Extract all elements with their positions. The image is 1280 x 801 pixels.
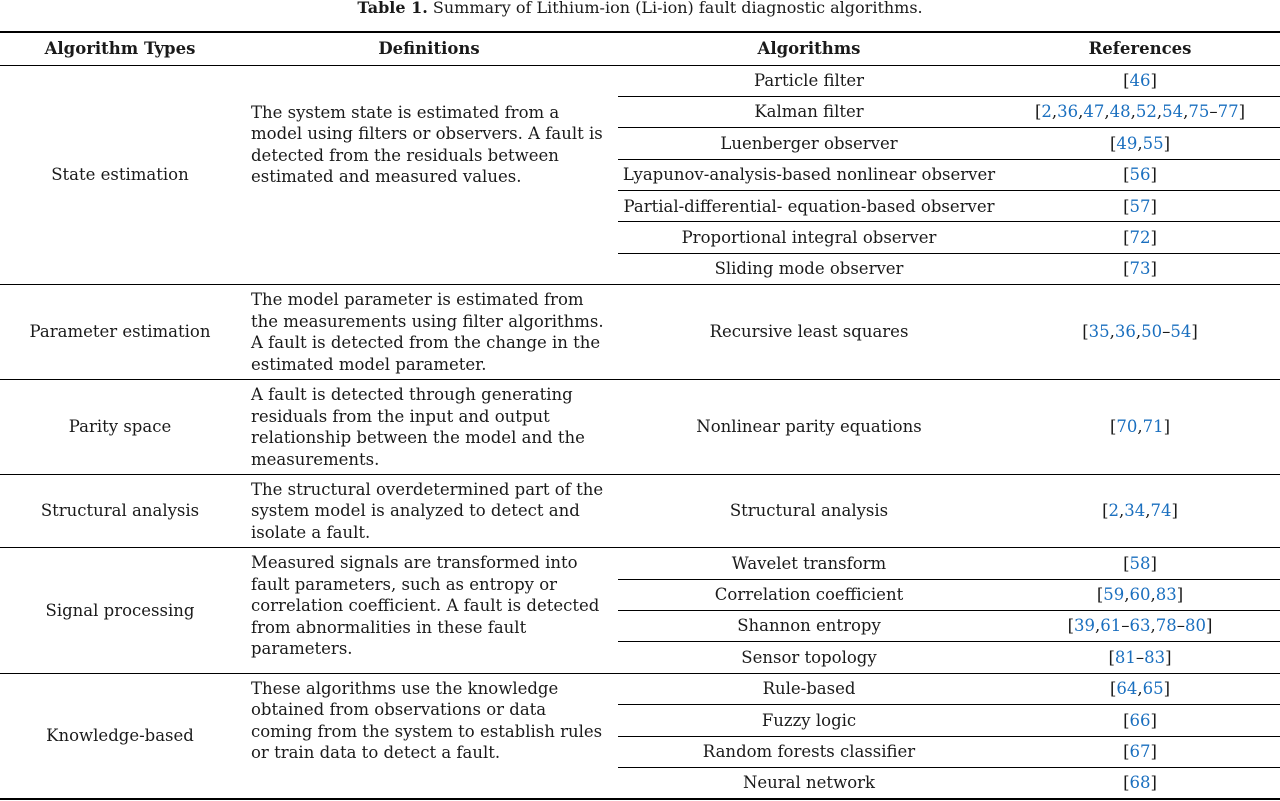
reference-separator: , — [1124, 585, 1130, 605]
reference-link[interactable]: 72 — [1129, 227, 1151, 247]
algorithm-cell: Sensor topology — [618, 642, 1000, 673]
header-algorithms: Algorithms — [618, 32, 1000, 65]
algorithm-cell: Shannon entropy — [618, 611, 1000, 642]
reference-link[interactable]: 56 — [1129, 165, 1151, 185]
reference-separator: , — [1119, 501, 1125, 521]
references-cell: [46] — [1000, 65, 1280, 96]
definition-cell: These algorithms use the knowledge obtained from observations or data coming from the system to establish rules or train data to detect a fault. — [240, 673, 618, 799]
reference-link[interactable]: 54 — [1170, 322, 1192, 342]
reference-link[interactable]: 68 — [1129, 773, 1151, 793]
reference-separator: , — [1137, 133, 1143, 153]
reference-separator: , — [1156, 102, 1163, 122]
reference-link[interactable]: 35 — [1088, 322, 1110, 342]
algorithms-table — [0, 31, 1280, 800]
reference-link[interactable]: 46 — [1129, 70, 1151, 90]
reference-link[interactable]: 67 — [1129, 742, 1151, 762]
algorithm-type-cell: State estimation — [0, 65, 240, 285]
references-cell: [64,65] — [1000, 673, 1280, 704]
references-cell: [49,55] — [1000, 128, 1280, 159]
references-cell: [56] — [1000, 159, 1280, 190]
references-cell: [66] — [1000, 705, 1280, 736]
algorithm-cell: Particle filter — [618, 65, 1000, 96]
table-row — [0, 673, 1280, 704]
reference-link[interactable]: 80 — [1185, 616, 1206, 636]
reference-link[interactable]: 78 — [1155, 616, 1177, 636]
algorithm-cell: Recursive least squares — [618, 285, 1000, 380]
table-caption — [0, 0, 1280, 18]
reference-separator: – — [1162, 322, 1171, 342]
reference-link[interactable]: 57 — [1129, 196, 1151, 216]
reference-link[interactable]: 59 — [1103, 585, 1125, 605]
reference-separator: , — [1130, 102, 1136, 122]
header-algorithm-types: Algorithm Types — [0, 32, 240, 65]
reference-link[interactable]: 58 — [1129, 553, 1151, 573]
reference-separator: , — [1150, 585, 1156, 605]
reference-separator: , — [1078, 102, 1084, 122]
references-cell: [2,34,74] — [1000, 475, 1280, 548]
definition-cell: The structural overdetermined part of the system model is analyzed to detect and isolate a fault. — [240, 475, 618, 548]
definition-cell: The model parameter is estimated from the measurements using filter algorithms. A fault is detected from the change in the estimated model parameter. — [240, 285, 618, 380]
references-cell: [72] — [1000, 222, 1280, 253]
algorithm-type-cell: Parity space — [0, 380, 240, 475]
reference-link[interactable]: 2 — [1041, 102, 1052, 122]
reference-link[interactable]: 74 — [1150, 501, 1172, 521]
algorithm-cell: Luenberger observer — [618, 128, 1000, 159]
reference-link[interactable]: 65 — [1142, 679, 1164, 699]
reference-link[interactable]: 83 — [1144, 647, 1166, 667]
table-row — [0, 475, 1280, 548]
algorithm-type-cell: Signal processing — [0, 548, 240, 674]
reference-link[interactable]: 36 — [1057, 102, 1079, 122]
table-row — [0, 548, 1280, 579]
definition-cell: The system state is estimated from a model using filters or observers. A fault is detected from the residuals between estimated and measured values. — [240, 65, 618, 285]
reference-link[interactable]: 75 — [1188, 102, 1210, 122]
reference-separator: , — [1109, 322, 1115, 342]
reference-separator: , — [1095, 616, 1101, 636]
references-cell: [67] — [1000, 736, 1280, 767]
references-cell: [57] — [1000, 191, 1280, 222]
reference-separator: – — [1121, 616, 1130, 636]
reference-link[interactable]: 55 — [1142, 133, 1164, 153]
algorithm-cell: Fuzzy logic — [618, 705, 1000, 736]
reference-link[interactable]: 47 — [1083, 102, 1105, 122]
reference-link[interactable]: 77 — [1217, 102, 1239, 122]
algorithm-type-cell: Structural analysis — [0, 475, 240, 548]
reference-link[interactable]: 49 — [1116, 133, 1138, 153]
reference-separator: – — [1209, 102, 1218, 122]
caption-text: Summary of Lithium-ion (Li-ion) fault diagnostic algorithms. — [432, 0, 923, 17]
reference-link[interactable]: 73 — [1129, 259, 1151, 279]
algorithm-cell: Wavelet transform — [618, 548, 1000, 579]
definition-cell: A fault is detected through generating residuals from the input and output relationship between the model and the measurements. — [240, 380, 618, 475]
table-body — [0, 65, 1280, 799]
references-cell: [35,36,50–54] — [1000, 285, 1280, 380]
header-row — [0, 32, 1280, 65]
reference-link[interactable]: 61 — [1100, 616, 1122, 636]
references-cell: [59,60,83] — [1000, 579, 1280, 610]
reference-link[interactable]: 34 — [1124, 501, 1146, 521]
reference-link[interactable]: 2 — [1108, 501, 1119, 521]
reference-separator: , — [1135, 322, 1142, 342]
reference-link[interactable]: 83 — [1155, 585, 1177, 605]
references-cell: [70,71] — [1000, 380, 1280, 475]
references-cell: [73] — [1000, 253, 1280, 284]
reference-link[interactable]: 52 — [1135, 102, 1157, 122]
header-definitions: Definitions — [240, 32, 618, 65]
reference-separator: , — [1104, 102, 1110, 122]
table-row — [0, 285, 1280, 380]
reference-link[interactable]: 50 — [1141, 322, 1163, 342]
table-row — [0, 380, 1280, 475]
reference-link[interactable]: 63 — [1129, 616, 1151, 636]
table-row — [0, 65, 1280, 96]
algorithm-type-cell: Parameter estimation — [0, 285, 240, 380]
references-cell: [2,36,47,48,52,54,75–77] — [1000, 96, 1280, 127]
header-references: References — [1000, 32, 1280, 65]
algorithm-cell: Neural network — [618, 767, 1000, 798]
algorithm-cell: Structural analysis — [618, 475, 1000, 548]
reference-link[interactable]: 66 — [1129, 710, 1151, 730]
reference-link[interactable]: 54 — [1162, 102, 1184, 122]
algorithm-cell: Rule-based — [618, 673, 1000, 704]
algorithm-cell: Kalman filter — [618, 96, 1000, 127]
reference-link[interactable]: 71 — [1142, 417, 1164, 437]
caption-label: Table 1. — [357, 0, 428, 17]
references-cell: [68] — [1000, 767, 1280, 798]
reference-link[interactable]: 36 — [1114, 322, 1136, 342]
reference-separator: , — [1145, 501, 1151, 521]
definition-cell: Measured signals are transformed into fault parameters, such as entropy or correlation coefficient. A fault is detected from abnormalities in these fault parameters. — [240, 548, 618, 674]
reference-separator: , — [1137, 679, 1143, 699]
algorithm-cell: Nonlinear parity equations — [618, 380, 1000, 475]
algorithm-cell: Correlation coefficient — [618, 579, 1000, 610]
reference-link[interactable]: 81 — [1114, 647, 1136, 667]
reference-link[interactable]: 48 — [1109, 102, 1131, 122]
algorithm-cell: Proportional integral observer — [618, 222, 1000, 253]
reference-link[interactable]: 70 — [1116, 417, 1138, 437]
reference-separator: – — [1135, 647, 1145, 667]
reference-separator: , — [1183, 102, 1189, 122]
algorithm-cell: Random forests classifier — [618, 736, 1000, 767]
algorithm-cell: Partial-differential- equation-based observer — [618, 191, 1000, 222]
reference-separator: , — [1150, 616, 1156, 636]
reference-separator: , — [1051, 102, 1058, 122]
reference-link[interactable]: 39 — [1074, 616, 1095, 636]
algorithm-cell: Sliding mode observer — [618, 253, 1000, 284]
reference-separator: , — [1137, 417, 1143, 437]
reference-link[interactable]: 60 — [1129, 585, 1151, 605]
references-cell: [58] — [1000, 548, 1280, 579]
reference-separator: – — [1176, 616, 1185, 636]
algorithm-type-cell: Knowledge-based — [0, 673, 240, 799]
algorithm-cell: Lyapunov-analysis-based nonlinear observer — [618, 159, 1000, 190]
references-cell: [39,61–63,78–80] — [1000, 611, 1280, 642]
reference-link[interactable]: 64 — [1116, 679, 1138, 699]
references-cell: [81–83] — [1000, 642, 1280, 673]
